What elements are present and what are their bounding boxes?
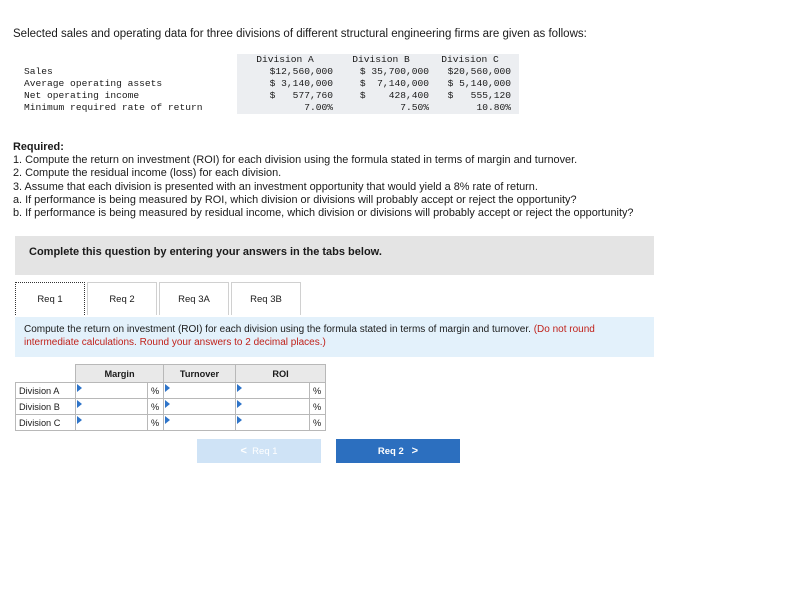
tab-req-3b[interactable]: Req 3B [231,282,301,315]
roi-field[interactable] [236,399,309,414]
margin-field[interactable] [76,399,147,414]
cell-assets-a: $ 3,140,000 [237,78,333,90]
margin-input-division-c[interactable] [76,415,148,431]
turnover-input-division-b[interactable] [164,399,236,415]
cell-noi-c: $ 555,120 [429,90,519,102]
row-label-min-rate: Minimum required rate of return [20,102,237,114]
chevron-right-icon: > [411,445,419,457]
table-row [16,399,326,415]
instructions-text: Complete this question by entering your answers in the tabs below. [29,246,382,258]
question-text: Compute the return on investment (ROI) for each division using the formula stated in terms of margin and turnover. [24,324,531,335]
col-header-margin: Margin [76,365,164,383]
roi-input-division-c[interactable] [236,415,310,431]
cell-rate-c: 10.80% [429,102,519,114]
margin-field[interactable] [76,415,147,430]
cell-sales-c: $20,560,000 [429,66,519,78]
header-division-b: Division B [333,54,429,66]
required-section [13,141,633,220]
row-label-division-a: Division A [16,383,76,399]
row-label-noi: Net operating income [20,90,237,102]
margin-unit: % [148,399,164,415]
header-division-a: Division A [237,54,333,66]
cell-rate-a: 7.00% [237,102,333,114]
cell-assets-c: $ 5,140,000 [429,78,519,90]
required-item: 3. Assume that each division is presented with an investment opportunity that would yield a 8% rate of return. [13,180,538,193]
next-button[interactable] [336,439,460,463]
row-label-division-c: Division C [16,415,76,431]
row-label-sales: Sales [20,66,237,78]
required-title: Required: [13,141,64,153]
turnover-field[interactable] [164,415,235,430]
cell-assets-b: $ 7,140,000 [333,78,429,90]
roi-input-division-a[interactable] [236,383,310,399]
tab-req-1[interactable]: Req 1 [15,282,85,315]
required-item: 2. Compute the residual income (loss) for each division. [13,167,282,180]
next-button-label: Req 2 [377,446,404,457]
col-header-roi: ROI [236,365,326,383]
tab-req-2[interactable]: Req 2 [87,282,157,315]
required-item: b. If performance is being measured by residual income, which division or divisions will probably accept or reject the opportunity? [13,207,634,220]
margin-input-division-a[interactable] [76,383,148,399]
row-label-division-b: Division B [16,399,76,415]
tab-req-3a[interactable]: Req 3A [159,282,229,315]
margin-field[interactable] [76,383,147,398]
required-item: 1. Compute the return on investment (ROI) for each division using the formula stated in terms of margin and turnover. [13,154,578,167]
margin-input-division-b[interactable] [76,399,148,415]
roi-unit: % [310,399,326,415]
intro-text: Selected sales and operating data for three divisions of different structural engineering firms are given as follows: [13,28,587,40]
chevron-left-icon: < [240,445,247,457]
turnover-input-division-a[interactable] [164,383,236,399]
table-row [16,383,326,399]
question-prompt [15,317,654,357]
turnover-input-division-c[interactable] [164,415,236,431]
cell-noi-a: $ 577,760 [237,90,333,102]
division-data-table [20,54,519,114]
roi-field[interactable] [236,383,309,398]
instructions-banner [15,236,654,275]
cell-noi-b: $ 428,400 [333,90,429,102]
margin-unit: % [148,415,164,431]
cell-rate-b: 7.50% [333,102,429,114]
margin-unit: % [148,383,164,399]
turnover-field[interactable] [164,399,235,414]
table-row [16,415,326,431]
row-label-assets: Average operating assets [20,78,237,90]
roi-answer-table [15,364,326,431]
header-division-c: Division C [429,54,519,66]
question-note: (Do not round intermediate calculations. Round your answers to 2 decimal places.) [24,324,595,348]
col-header-turnover: Turnover [164,365,236,383]
turnover-field[interactable] [164,383,235,398]
prev-button-label: Req 1 [252,446,278,457]
cell-sales-b: $ 35,700,000 [333,66,429,78]
roi-input-division-b[interactable] [236,399,310,415]
roi-field[interactable] [236,415,309,430]
required-item: a. If performance is being measured by ROI, which division or divisions will probably accept or reject the opportunity? [13,193,577,206]
roi-unit: % [310,383,326,399]
roi-unit: % [310,415,326,431]
cell-sales-a: $12,560,000 [237,66,333,78]
prev-button[interactable] [197,439,321,463]
